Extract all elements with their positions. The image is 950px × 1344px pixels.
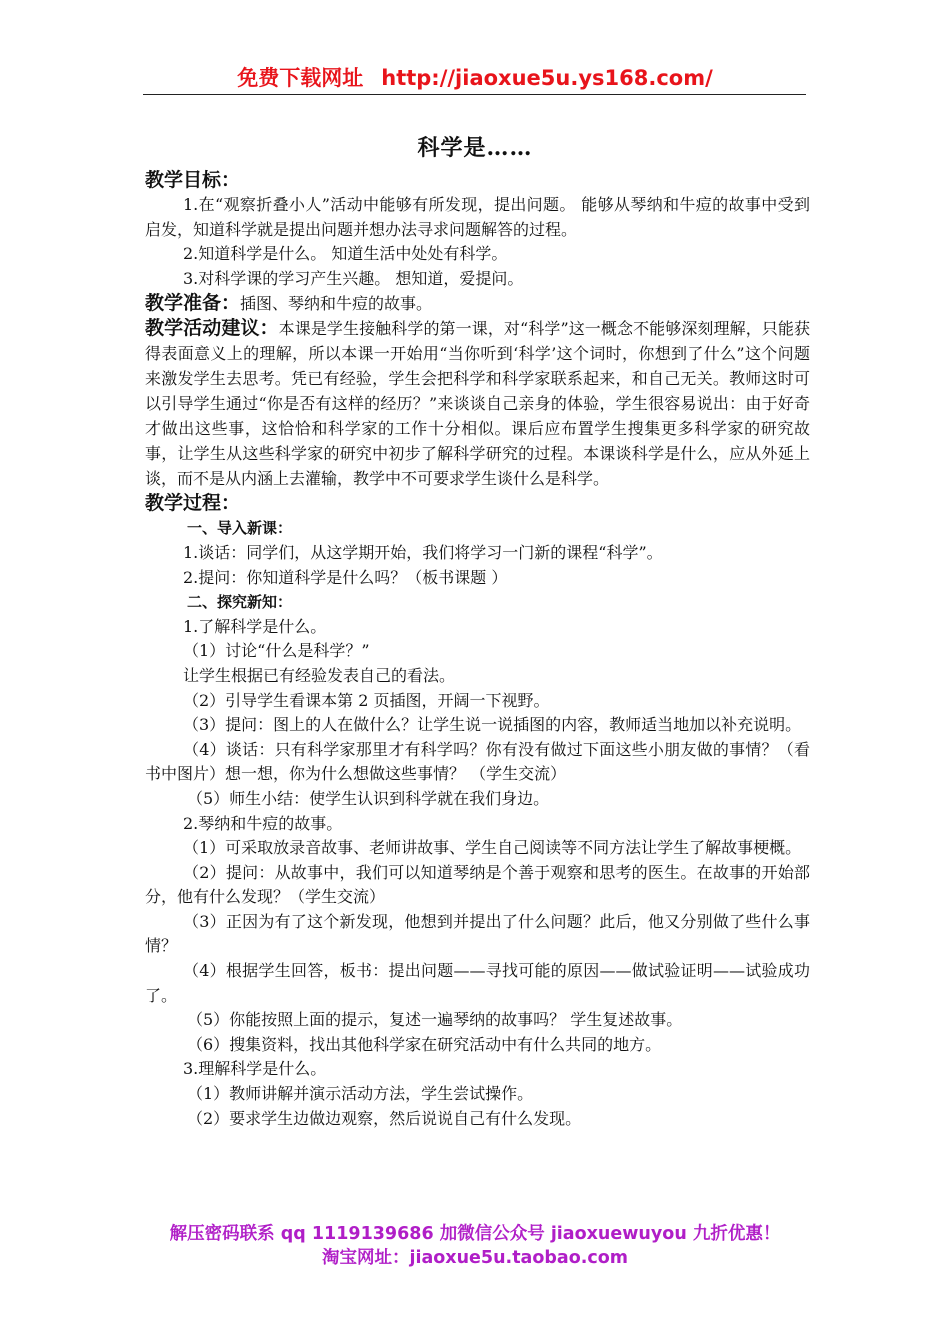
part1-heading: 一、导入新课： — [187, 519, 293, 538]
step-2-c: （3）正因为有了这个新发现，他想到并提出了什么问题？此后，他又分别做了些什么事情？ — [145, 911, 810, 956]
step-2-a: （1）可采取放录音故事、老师讲故事、学生自己阅读等不同方法让学生了解故事梗概。 — [183, 838, 802, 858]
step-3: 3.理解科学是什么。 — [183, 1059, 327, 1079]
step-2-d: （4）根据学生回答，板书：提出问题——寻找可能的原因——做试验证明——试验成功了。 — [145, 961, 810, 1005]
step-3-a: （1）教师讲解并演示活动方法，学生尝试操作。 — [187, 1084, 534, 1104]
part2-heading: 二、探究新知： — [187, 593, 293, 612]
part1-item-1: 1.谈话：同学们，从这学期开始，我们将学习一门新的课程“科学”。 — [183, 542, 663, 562]
step-1-d: （4）谈话：只有科学家那里才有科学吗？你有没有做过下面这些小朋友做的事情？（看书中图片）想一想，你为什么想做这些事情？ （学生交流） — [145, 739, 810, 784]
header-url-link[interactable]: http://jiaoxue5u.ys168.com/ — [381, 66, 713, 90]
step-1-e: （5）师生小结：使学生认识到科学就在我们身边。 — [187, 788, 550, 808]
header-banner — [0, 62, 950, 92]
page-title: 科学是…… — [417, 135, 533, 161]
header-label: 免费下载网址 — [237, 66, 364, 90]
step-2-b: （2）提问：从故事中，我们可以知道琴纳是个善于观察和思考的医生。在故事的开始部分，他有什么发现？（学生交流） — [145, 862, 810, 907]
step-1-a: （1）讨论“什么是科学？” — [183, 641, 370, 661]
step-1-a2: 让学生根据已有经验发表自己的看法。 — [183, 665, 456, 685]
footer-shop-link[interactable]: 淘宝网址：jiaoxue5u.taobao.com — [321, 1248, 629, 1268]
document-body — [145, 168, 810, 1131]
prep-text: 插图、琴纳和牛痘的故事。 — [240, 294, 433, 314]
step-2-e: （5）你能按照上面的提示，复述一遍琴纳的故事吗？ 学生复述故事。 — [187, 1010, 683, 1030]
prep-heading: 教学准备： — [145, 292, 241, 315]
step-3-b: （2）要求学生边做边观察，然后说说自己有什么发现。 — [187, 1108, 582, 1128]
goal-item-2: 2.知道科学是什么。 知道生活中处处有科学。 — [183, 244, 508, 264]
step-1: 1.了解科学是什么。 — [183, 616, 327, 636]
footer-contact: 解压密码联系 qq 1119139686 加微信公众号 jiaoxuewuyou 九折优惠！ — [169, 1224, 781, 1244]
goal-item-3: 3.对科学课的学习产生兴趣。 想知道，爱提问。 — [183, 268, 524, 288]
step-2-f: （6）搜集资料，找出其他科学家在研究活动中有什么共同的地方。 — [187, 1034, 662, 1054]
header-divider — [143, 94, 806, 95]
step-2: 2.琴纳和牛痘的故事。 — [183, 813, 343, 833]
process-heading: 教学过程： — [145, 492, 241, 515]
step-1-b: （2）引导学生看课本第 2 页插图，开阔一下视野。 — [183, 690, 550, 710]
prep-section — [145, 291, 810, 316]
suggestion-text: 本课是学生接触科学的第一课，对“科学”这一概念不能够深刻理解，只能获得表面意义上的理解，所以本课一开始用“当你听到‘科学’这个词时，你想到了什么”这个问题来激发学生去思考。凭已有经验，学生会把科学和科学家联系起来，和自己无关。教师这时可以引导学生通过“你是否有这样的经历？”来谈谈自己亲身的体验，学生很容易说出：由于好奇才做出这些事，这恰恰和科学家的工作十分相似。课后应布置学生搜集更多科学家的研究故事，让学生从这些科学家的研究中初步了解科学研究的过程。本课谈科学是什么，应从外延上谈，而不是从内涵上去灌输，教学中不可要求学生谈什么是科学。 — [145, 319, 810, 489]
goals-heading: 教学目标： — [145, 169, 241, 191]
step-1-c: （3）提问：图上的人在做什么？让学生说一说插图的内容，教师适当地加以补充说明。 — [183, 715, 802, 735]
suggestion-heading: 教学活动建议： — [145, 317, 279, 340]
goal-item-1: 1.在“观察折叠小人”活动中能够有所发现，提出问题。 能够从琴纳和牛痘的故事中受到启发，知道科学就是提出问题并想办法寻求问题解答的过程。 — [145, 195, 810, 239]
part1-item-2: 2.提问：你知道科学是什么吗？（板书课题 ） — [183, 567, 508, 587]
suggestion-section — [145, 316, 810, 491]
